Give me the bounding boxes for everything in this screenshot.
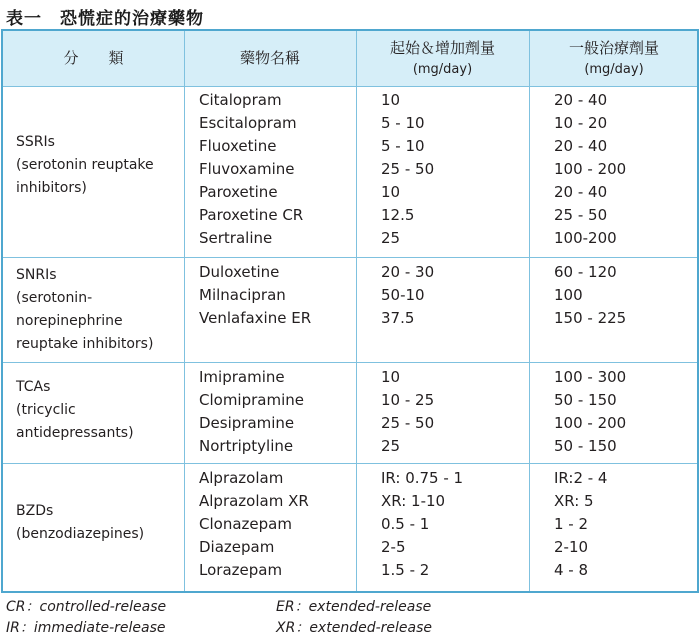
start-dose-cell: 10 [381,91,401,109]
drug-group [3,463,697,591]
start-dose-cell: 12.5 [381,206,415,224]
table-title: 表一 恐慌症的治療藥物 [6,9,204,29]
start-dose-cell: 20 - 30 [381,263,435,281]
category-cell [16,131,154,200]
usual-dose-cell: XR: 5 [554,492,594,510]
drug-name-cell: Paroxetine CR [199,206,304,224]
category-line: SNRIs [16,267,57,283]
footnote-xr: XR：extended-release [276,620,432,636]
table-header [3,31,697,87]
header-start-dose [356,31,529,86]
category-line: BZDs [16,503,54,519]
usual-dose-cell: 10 - 20 [554,114,608,132]
drug-group [3,86,697,257]
header-category-label: 分 類 [63,49,124,67]
drug-name-cell: Milnacipran [199,286,286,304]
usual-dose-cell: 50 - 150 [554,391,617,409]
start-dose-cell: IR: 0.75 - 1 [381,469,464,487]
header-drug-label: 藥物名稱 [239,49,300,67]
start-dose-cell: 5 - 10 [381,137,425,155]
category-line: inhibitors) [16,180,87,196]
category-line: SSRIs [16,134,55,150]
drug-name-cell: Sertraline [199,229,273,247]
usual-dose-cell: 1 - 2 [554,515,589,533]
start-dose-cell: 10 [381,183,401,201]
start-dose-cell: 2-5 [381,538,406,556]
category-cell [16,264,153,356]
usual-dose-cell: 100 - 200 [554,160,627,178]
category-line: TCAs [16,379,51,395]
start-dose-cell: XR: 1-10 [381,492,446,510]
category-line: (benzodiazepines) [16,526,145,542]
usual-dose-cell: 20 - 40 [554,137,608,155]
drug-name-cell: Escitalopram [199,114,297,132]
category-line: (tricyclic [16,402,76,418]
header-usual-dose-label: 一般治療劑量 [568,38,659,57]
drug-table [1,29,699,593]
footnote-cr: CR：controlled-release [6,599,167,615]
drug-name-cell: Duloxetine [199,263,280,281]
usual-dose-cell: IR:2 - 4 [554,469,608,487]
category-line: norepinephrine [16,313,123,329]
drug-name-cell: Nortriptyline [199,437,294,455]
start-dose-cell: 25 - 50 [381,160,435,178]
category-cell [16,500,144,546]
category-line: antidepressants) [16,425,134,441]
usual-dose-cell: 20 - 40 [554,183,608,201]
usual-dose-cell: 4 - 8 [554,561,589,579]
usual-dose-cell: 25 - 50 [554,206,608,224]
header-category [3,31,184,86]
start-dose-cell: 5 - 10 [381,114,425,132]
usual-dose-cell: 20 - 40 [554,91,608,109]
drug-name-cell: Clonazepam [199,515,292,533]
drug-name-cell: Paroxetine [199,183,278,201]
category-line: reuptake inhibitors) [16,336,154,352]
start-dose-cell: 1.5 - 2 [381,561,430,579]
footnote-ir: IR：immediate-release [6,620,166,636]
header-drug [184,31,356,86]
category-line: (serotonin- [16,290,93,306]
header-start-dose-unit: (mg/day) [412,61,473,77]
drug-name-cell: Venlafaxine ER [199,309,312,327]
header-start-dose-label: 起始＆增加劑量 [389,38,495,57]
drug-name-cell: Clomipramine [199,391,304,409]
drug-group [3,362,697,463]
usual-dose-cell: 50 - 150 [554,437,617,455]
usual-dose-cell: 60 - 120 [554,263,617,281]
start-dose-cell: 25 - 50 [381,414,435,432]
start-dose-cell: 10 [381,368,401,386]
drug-name-cell: Alprazolam XR [199,492,309,510]
category-cell [16,376,134,445]
start-dose-cell: 10 - 25 [381,391,435,409]
start-dose-cell: 50-10 [381,286,425,304]
drug-name-cell: Diazepam [199,538,275,556]
category-line: (serotonin reuptake [16,157,154,173]
drug-name-cell: Citalopram [199,91,282,109]
usual-dose-cell: 100-200 [554,229,617,247]
drug-name-cell: Fluvoxamine [199,160,295,178]
drug-name-cell: Fluoxetine [199,137,277,155]
start-dose-cell: 25 [381,229,401,247]
header-usual-dose [529,31,699,86]
usual-dose-cell: 100 - 300 [554,368,627,386]
drug-name-cell: Imipramine [199,368,285,386]
usual-dose-cell: 150 - 225 [554,309,627,327]
drug-name-cell: Lorazepam [199,561,283,579]
footnote-er: ER：extended-release [276,599,432,615]
usual-dose-cell: 100 [554,286,583,304]
drug-group [3,257,697,362]
usual-dose-cell: 100 - 200 [554,414,627,432]
usual-dose-cell: 2-10 [554,538,589,556]
drug-name-cell: Desipramine [199,414,295,432]
start-dose-cell: 37.5 [381,309,415,327]
drug-name-cell: Alprazolam [199,469,284,487]
start-dose-cell: 0.5 - 1 [381,515,430,533]
start-dose-cell: 25 [381,437,401,455]
header-usual-dose-unit: (mg/day) [584,61,644,77]
